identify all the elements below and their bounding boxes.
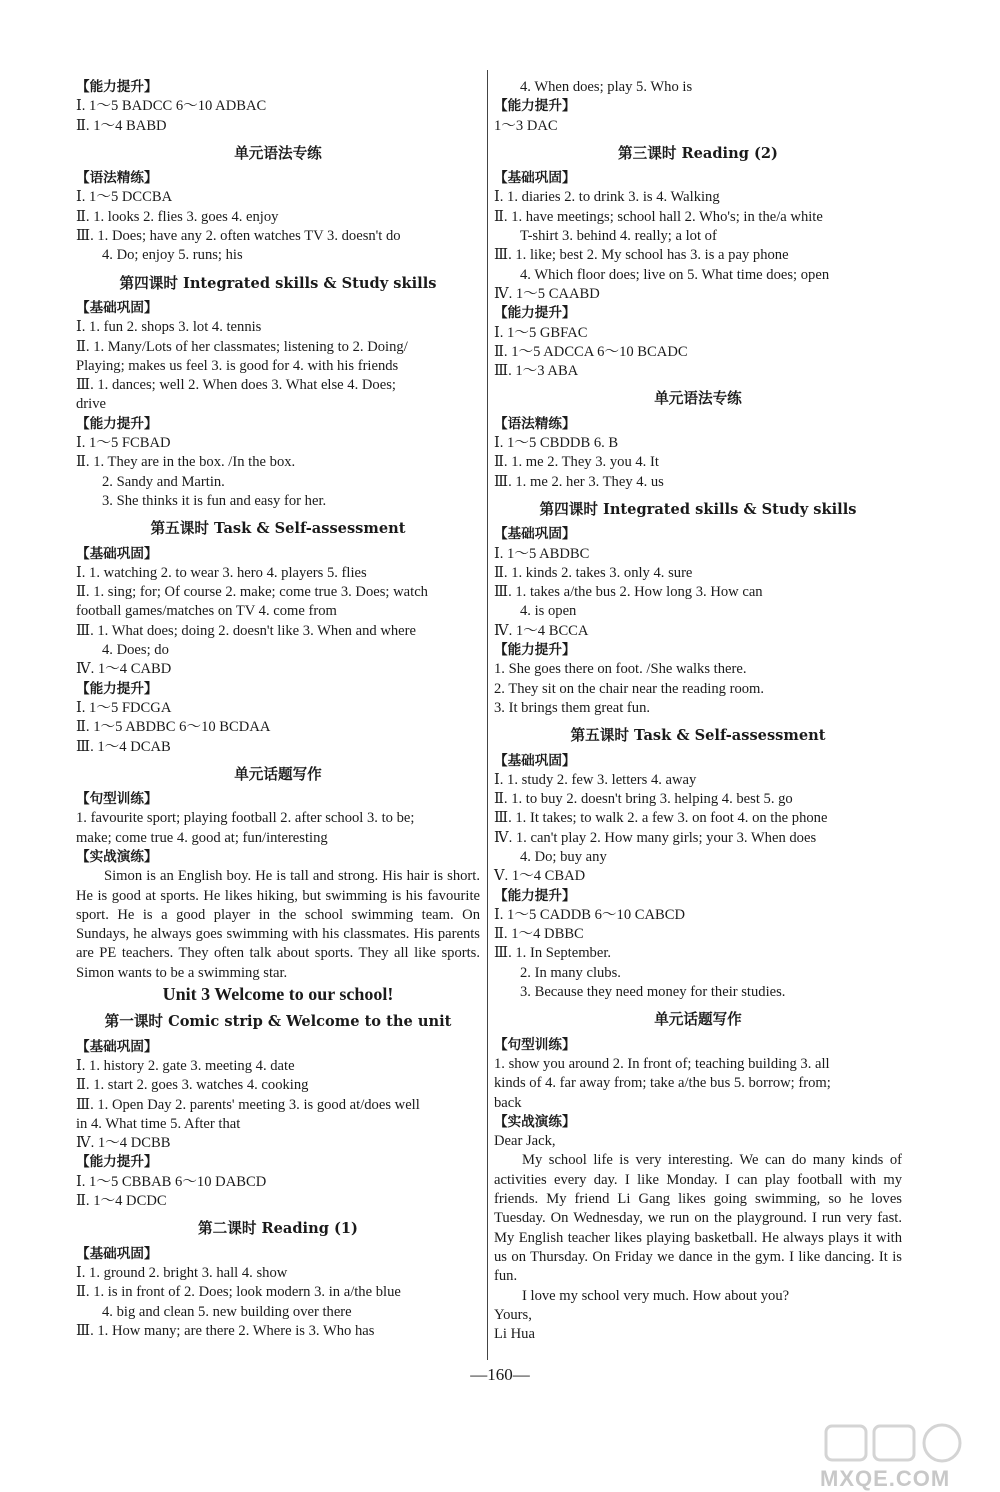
answer-line: Ⅰ. 1. fun 2. shops 3. lot 4. tennis	[76, 319, 262, 336]
section-heading: 第四课时 Integrated skills & Study skills	[539, 500, 857, 518]
answer-line: Ⅳ. 1. can't play 2. How many girls; your 3. When does	[494, 829, 817, 846]
answer-line: Ⅰ. 1. history 2. gate 3. meeting 4. date	[76, 1057, 295, 1074]
answer-line: Ⅱ. 1. to buy 2. doesn't bring 3. helping 4. best 5. go	[494, 791, 793, 808]
section-label: 【能力提升】	[494, 642, 576, 659]
section-heading: 单元话题写作	[654, 1011, 742, 1029]
answer-line: Ⅰ. 1～5 CADDB 6～10 CABCD	[494, 906, 686, 923]
section-label: 【基础巩固】	[494, 526, 576, 543]
answer-line: in 4. What time 5. After that	[76, 1115, 241, 1132]
answer-line: 1. favourite sport; playing football 2. after school 3. to be;	[76, 810, 415, 827]
section-heading: 单元语法专练	[234, 144, 322, 162]
answer-line: 4. big and clean 5. new building over there	[102, 1303, 352, 1320]
answer-line: Ⅲ. 1. It takes; to walk 2. a few 3. on foot 4. on the phone	[494, 810, 828, 827]
right-column	[494, 78, 902, 1344]
answer-line: Ⅰ. 1. study 2. few 3. letters 4. away	[494, 771, 697, 788]
answer-line: Ⅲ. 1. dances; well 2. When does 3. What else 4. Does;	[76, 377, 396, 394]
section-label: 【基础巩固】	[76, 1038, 158, 1055]
section-label: 【语法精练】	[494, 415, 576, 432]
answer-line: 4. Does; do	[102, 642, 169, 659]
answer-line: Ⅱ. 1～4 DCDC	[76, 1193, 167, 1210]
answer-line: 2. In many clubs.	[520, 964, 621, 981]
answer-line: Ⅰ. 1～5 CBBAB 6～10 DABCD	[76, 1173, 267, 1190]
section-heading: 单元语法专练	[654, 390, 742, 408]
essay-paragraph: I love my school very much. How about you?	[522, 1287, 790, 1304]
answer-line: Ⅲ. 1. takes a/the bus 2. How long 3. How can	[494, 584, 763, 601]
section-heading: 第五课时 Task & Self-assessment	[150, 520, 406, 538]
answer-line: Ⅱ. 1. have meetings; school hall 2. Who's; in the/a white	[494, 208, 823, 225]
answer-line: Ⅴ. 1～4 CBAD	[494, 868, 586, 885]
answer-line: Ⅳ. 1～4 CABD	[76, 661, 172, 678]
section-label: 【实战演练】	[494, 1113, 576, 1130]
answer-line: Ⅲ. 1. Does; have any 2. often watches TV 3. doesn't do	[76, 228, 401, 245]
answer-line: 3. Because they need money for their studies.	[520, 984, 786, 1001]
answer-line: Ⅰ. 1～5 ABDBC	[494, 545, 590, 562]
answer-line: Ⅱ. 1. me 2. They 3. you 4. It	[494, 454, 659, 471]
section-label: 【基础巩固】	[76, 1245, 158, 1262]
answer-line: 1. She goes there on foot. /She walks there.	[494, 661, 747, 678]
answer-line: Ⅰ. 1～5 GBFAC	[494, 324, 588, 341]
section-heading: 第二课时 Reading (1)	[198, 1220, 358, 1238]
answer-line: Ⅱ. 1～4 BABD	[76, 117, 167, 134]
section-label: 【能力提升】	[76, 415, 158, 432]
answer-line: 1. show you around 2. In front of; teaching building 3. all	[494, 1055, 830, 1072]
answer-line: Dear Jack,	[494, 1133, 556, 1150]
answer-line: Ⅰ. 1. watching 2. to wear 3. hero 4. players 5. flies	[76, 564, 367, 581]
section-label: 【能力提升】	[494, 98, 576, 115]
section-label: 【能力提升】	[494, 305, 576, 322]
section-heading: 第一课时 Comic strip & Welcome to the unit	[104, 1013, 452, 1031]
answer-line: Ⅳ. 1～4 DCBB	[76, 1135, 171, 1152]
section-label: 【基础巩固】	[494, 170, 576, 187]
section-label: 【基础巩固】	[76, 299, 158, 316]
answer-line: Ⅰ. 1～5 FDCGA	[76, 699, 172, 716]
answer-line: Ⅲ. 1～4 DCAB	[76, 738, 171, 755]
answer-line: Ⅲ. 1. like; best 2. My school has 3. is a pay phone	[494, 247, 789, 264]
answer-line: Ⅲ. 1. How many; are there 2. Where is 3. Who has	[76, 1322, 375, 1339]
section-heading: 第五课时 Task & Self-assessment	[570, 727, 826, 745]
answer-line: 3. It brings them great fun.	[494, 699, 651, 716]
answer-line: drive	[76, 396, 106, 413]
answer-line: kinds of 4. far away from; take a/the bus 5. borrow; from;	[494, 1075, 831, 1092]
section-label: 【能力提升】	[76, 680, 158, 697]
answer-line: Yours,	[494, 1306, 532, 1323]
answer-line: Ⅳ. 1～4 BCCA	[494, 622, 589, 639]
answer-line: Ⅰ. 1～5 DCCBA	[76, 189, 173, 206]
answer-line: 4. When does; play 5. Who is	[520, 79, 693, 95]
section-label: 【能力提升】	[494, 887, 576, 904]
answer-line: 4. Which floor does; live on 5. What time does; open	[520, 266, 830, 283]
answer-line: 3. She thinks it is fun and easy for her.	[102, 492, 327, 509]
answer-line: back	[494, 1094, 522, 1111]
left-column	[76, 78, 480, 1341]
answer-line: Ⅲ. 1. What does; doing 2. doesn't like 3. When and where	[76, 622, 416, 639]
answer-line: Ⅱ. 1. looks 2. flies 3. goes 4. enjoy	[76, 208, 279, 225]
answer-line: 1～3 DAC	[494, 117, 558, 134]
answer-line: Playing; makes us feel 3. is good for 4. with his friends	[76, 357, 399, 374]
answer-line: Ⅰ. 1～5 FCBAD	[76, 435, 171, 452]
answer-line: Ⅱ. 1. is in front of 2. Does; look modern 3. in a/the blue	[76, 1284, 401, 1301]
section-label: 【实战演练】	[76, 848, 158, 865]
answer-line: Ⅰ. 1～5 CBDDB 6. B	[494, 435, 619, 452]
answer-line: 2. Sandy and Martin.	[102, 473, 225, 490]
answer-line: Ⅱ. 1～4 DBBC	[494, 926, 584, 943]
answer-line: Ⅰ. 1～5 BADCC 6～10 ADBAC	[76, 98, 267, 115]
essay-paragraph: Simon is an English boy. He is tall and strong. His hair is short. He is good at sports. He likes hiking, but swimming is his favourite sport. He is a good player in the school swimming team. On Sundays, he always goes swimming with his classmates. His parents are PE teachers. They often talk about sports. They all like sports. Simon wants to be a swimming star.	[76, 868, 480, 981]
answer-line: Li Hua	[494, 1326, 535, 1343]
section-label: 【句型训练】	[76, 791, 158, 808]
section-label: 【基础巩固】	[76, 545, 158, 562]
answer-line: Ⅰ. 1. ground 2. bright 3. hall 4. show	[76, 1264, 288, 1281]
unit-title: Unit 3 Welcome to our school!	[162, 984, 394, 1005]
essay-paragraph: My school life is very interesting. We can do many kinds of activities every day. I like Monday. I can play football with my friends. My friend Li Gang likes going swimming, so he loves Tuesday. On Wednesday, we run on the playground. I run very fast. My English teacher likes playing basketball. He always plays it with us on Thursday. On Friday we dance in the gym. I like dancing. It is fun.	[494, 1152, 902, 1285]
answer-line: Ⅱ. 1. start 2. goes 3. watches 4. cooking	[76, 1077, 309, 1094]
answer-line: Ⅲ. 1. In September.	[494, 945, 612, 962]
answer-line: Ⅱ. 1～5 ABDBC 6～10 BCDAA	[76, 719, 271, 736]
answer-line: Ⅲ. 1. me 2. her 3. They 4. us	[494, 473, 664, 490]
section-label: 【语法精练】	[76, 170, 158, 187]
answer-line: Ⅰ. 1. diaries 2. to drink 3. is 4. Walking	[494, 189, 720, 206]
answer-line: football games/matches on TV 4. come from	[76, 603, 337, 620]
answer-line: Ⅲ. 1. Open Day 2. parents' meeting 3. is good at/does well	[76, 1096, 420, 1113]
answer-line: make; come true 4. good at; fun/interesting	[76, 829, 328, 846]
answer-line: 4. is open	[520, 603, 577, 620]
answer-line: Ⅱ. 1～5 ADCCA 6～10 BCADC	[494, 343, 688, 360]
answer-line: 4. Do; enjoy 5. runs; his	[102, 247, 243, 264]
answer-line: 4. Do; buy any	[520, 848, 607, 865]
answer-line: 2. They sit on the chair near the reading room.	[494, 680, 765, 697]
section-label: 【能力提升】	[76, 1154, 158, 1171]
answer-line: Ⅱ. 1. Many/Lots of her classmates; listening to 2. Doing/	[76, 338, 408, 355]
page-number: —160—	[470, 1365, 530, 1384]
answer-line: Ⅲ. 1～3 ABA	[494, 363, 579, 380]
column-divider	[487, 70, 488, 1360]
answer-line: Ⅱ. 1. kinds 2. takes 3. only 4. sure	[494, 564, 693, 581]
section-heading: 第四课时 Integrated skills & Study skills	[119, 274, 437, 292]
answer-line: T-shirt 3. behind 4. really; a lot of	[520, 228, 717, 245]
watermark-text: MXQE.COM	[820, 1466, 951, 1491]
section-label: 【能力提升】	[76, 79, 158, 95]
answer-line: Ⅳ. 1～5 CAABD	[494, 285, 600, 302]
section-heading: 第三课时 Reading (2)	[618, 144, 778, 162]
answer-line: Ⅱ. 1. sing; for; Of course 2. make; come true 3. Does; watch	[76, 584, 428, 601]
section-label: 【基础巩固】	[494, 752, 576, 769]
answer-line: Ⅱ. 1. They are in the box. /In the box.	[76, 454, 296, 471]
section-heading: 单元话题写作	[234, 765, 322, 783]
section-label: 【句型训练】	[494, 1036, 576, 1053]
